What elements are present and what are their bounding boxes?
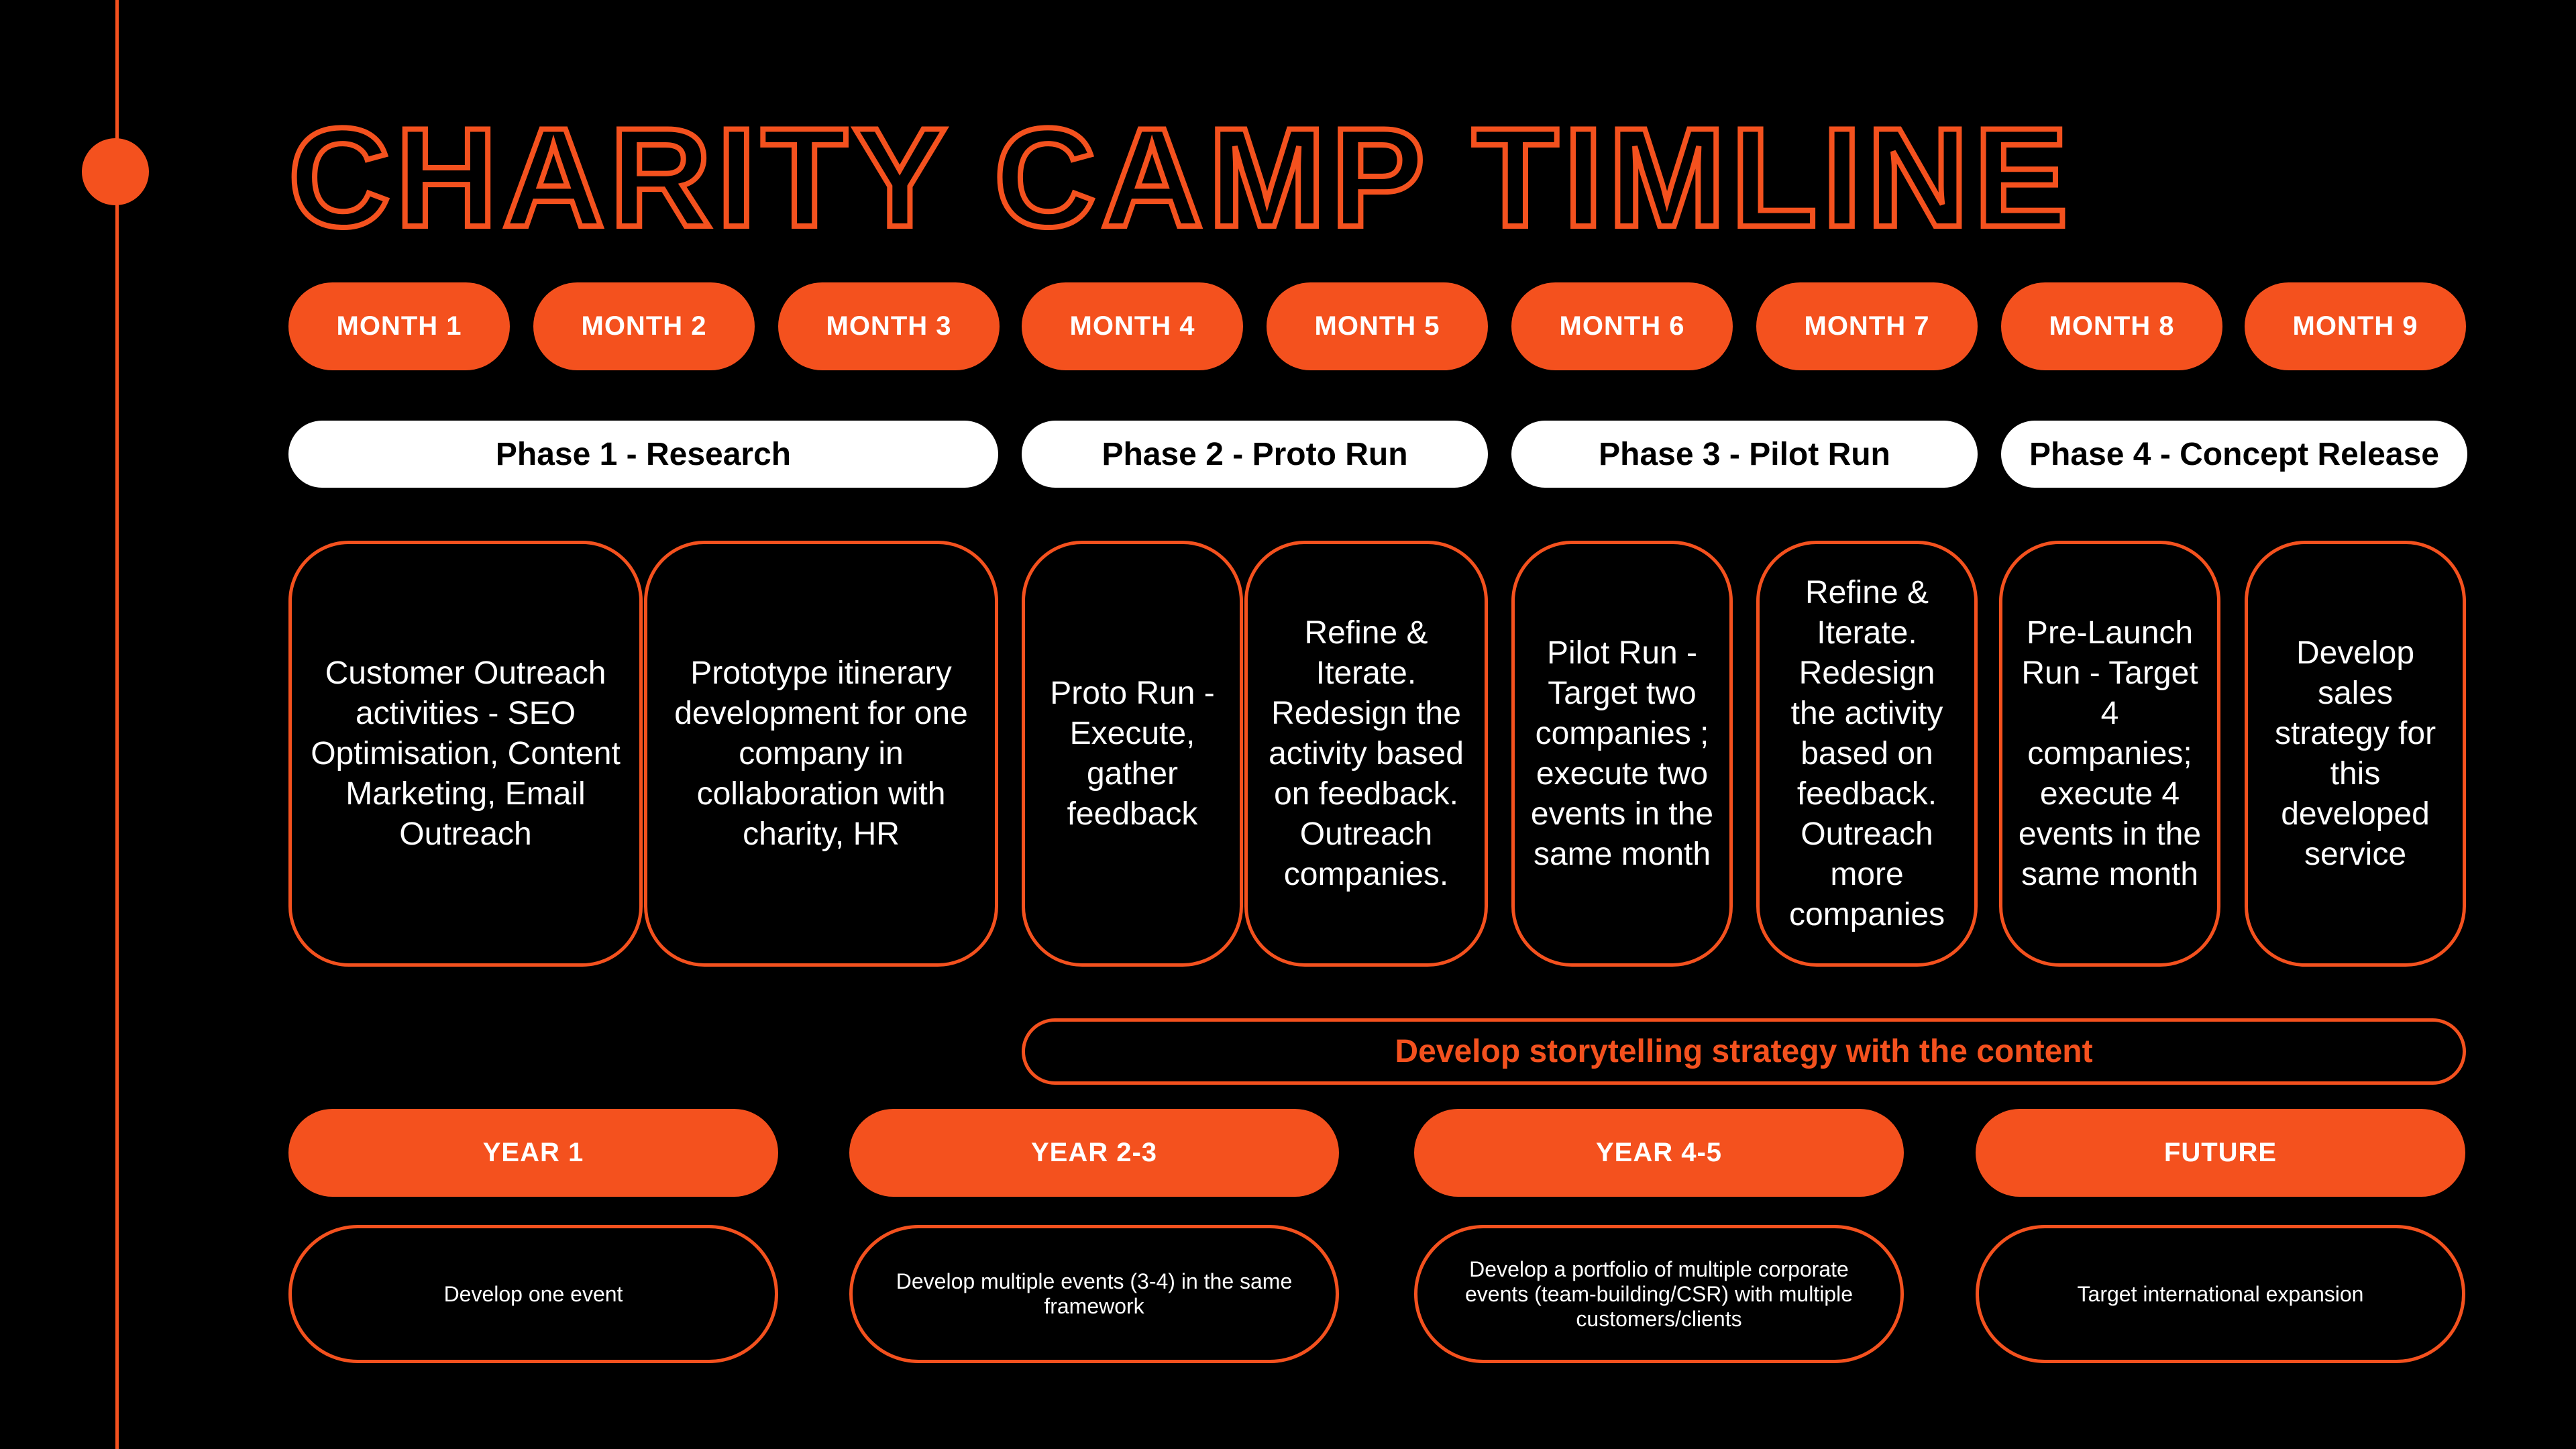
month-pill-3: MONTH 3 [778, 282, 1000, 370]
activity-card-2 [644, 541, 998, 967]
year-desc-text: Develop a portfolio of multiple corporate events (team-building/CSR) with multiple customers/clients [1465, 1256, 1853, 1331]
month-pill-4: MONTH 4 [1022, 282, 1243, 370]
month-pill-5: MONTH 5 [1267, 282, 1488, 370]
activity-text: Proto Run - Execute, gather feedback [1050, 675, 1215, 832]
activity-text: Pre-Launch Run - Target 4 companies; execute 4 events in the same month [2018, 614, 2202, 892]
activity-card-4 [1244, 541, 1488, 967]
year-pill-1: YEAR 1 [288, 1109, 778, 1197]
month-pill-6: MONTH 6 [1511, 282, 1733, 370]
phase-bar-3: Phase 3 - Pilot Run [1511, 421, 1978, 488]
year-pill-2: YEAR 2-3 [849, 1109, 1339, 1197]
activity-card-7 [1999, 541, 2220, 967]
month-pill-7: MONTH 7 [1756, 282, 1978, 370]
timeline-vertical-line [115, 0, 119, 1449]
activity-card-5 [1511, 541, 1733, 967]
year-desc-text: Develop one event [443, 1281, 623, 1306]
year-pill-3: YEAR 4-5 [1414, 1109, 1904, 1197]
activity-text: Develop sales strategy for this developed service [2274, 635, 2436, 872]
year-desc-card-1 [288, 1225, 778, 1363]
activity-card-8 [2245, 541, 2466, 967]
year-desc-text: Target international expansion [2077, 1281, 2364, 1306]
timeline-dot [82, 138, 149, 205]
year-desc-card-4 [1976, 1225, 2465, 1363]
year-desc-card-2 [849, 1225, 1339, 1363]
activity-text: Prototype itinerary development for one company in collaboration with charity, HR [674, 655, 968, 852]
activity-text: Customer Outreach activities - SEO Optimisation, Content Marketing, Email Outreach [311, 655, 621, 852]
storytelling-bar: Develop storytelling strategy with the content [1022, 1018, 2466, 1085]
year-desc-text: Develop multiple events (3-4) in the same framework [896, 1269, 1293, 1318]
page-title: CHARITY CAMP TIMLINE [288, 99, 2074, 256]
month-pill-8: MONTH 8 [2001, 282, 2222, 370]
activity-text: Pilot Run - Target two companies ; execute two events in the same month [1530, 635, 1714, 872]
month-pill-2: MONTH 2 [533, 282, 755, 370]
phase-bar-4: Phase 4 - Concept Release [2001, 421, 2467, 488]
activity-card-3 [1022, 541, 1243, 967]
phase-bar-2: Phase 2 - Proto Run [1022, 421, 1488, 488]
activity-text: Refine & Iterate. Redesign the activity based on feedback. Outreach more companies [1788, 574, 1945, 932]
activity-text: Refine & Iterate. Redesign the activity based on feedback. Outreach companies. [1269, 614, 1464, 892]
year-desc-card-3 [1414, 1225, 1904, 1363]
year-pill-4: FUTURE [1976, 1109, 2465, 1197]
activity-card-6 [1756, 541, 1978, 967]
month-pill-9: MONTH 9 [2245, 282, 2466, 370]
month-pill-1: MONTH 1 [288, 282, 510, 370]
phase-bar-1: Phase 1 - Research [288, 421, 998, 488]
activity-card-1 [288, 541, 643, 967]
